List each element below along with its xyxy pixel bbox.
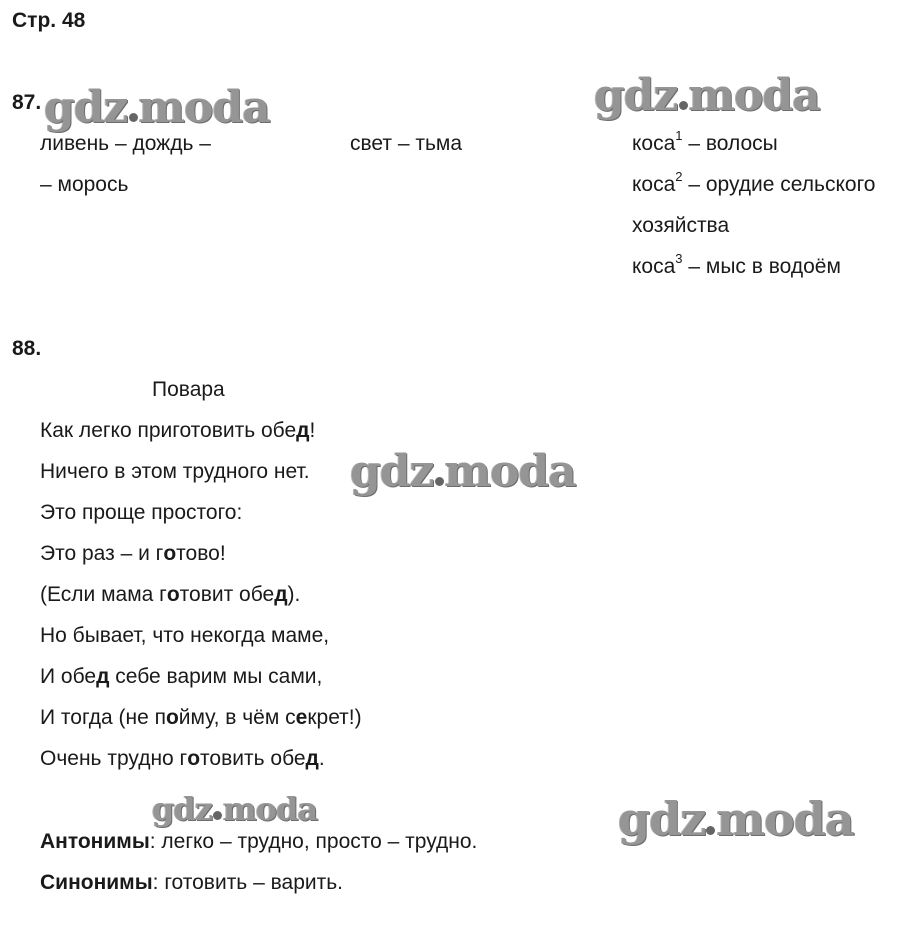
watermark-logo: gdz moda — [594, 70, 820, 121]
ex87-kosa2: коса$^2$ – орудие сельского — [632, 169, 876, 196]
page-label: Стр. 48 — [12, 9, 86, 32]
antonyms-line — [40, 830, 477, 854]
ex87-kosa3: коса$^3$ – мыс в водоём — [632, 251, 841, 278]
poem-title: Повара — [152, 378, 225, 401]
watermark-logo: gdz moda — [618, 792, 854, 846]
poem-line: Очень трудно готовить обед. — [40, 747, 325, 770]
poem-line: И тогда (не пойму, в чём секрет!) — [40, 706, 362, 729]
poem-line: Ничего в этом трудного нет. — [40, 460, 310, 483]
ex87-col1-line1: ливень – дождь – — [40, 132, 211, 155]
exercise-87-number: 87. — [12, 91, 42, 114]
ex87-col1-line2: – морось — [40, 173, 129, 196]
watermark-logo: gdz moda — [152, 790, 318, 828]
antonyms-label: Антонимы — [40, 830, 150, 853]
ex87-kosa2-cont: хозяйства — [632, 214, 730, 237]
synonyms-line — [40, 871, 343, 895]
poem-line: Как легко приготовить обед! — [40, 419, 316, 442]
watermark-logo: gdz moda — [350, 446, 576, 497]
poem-line: (Если мама готовит обед). — [40, 583, 301, 606]
poem-line: Это раз – и готово! — [40, 542, 226, 565]
exercise-88-number: 88. — [12, 337, 42, 360]
watermark-logo: gdz moda — [44, 82, 270, 133]
poem-line: Это проще простого: — [40, 501, 243, 524]
poem-line: Но бывает, что некогда маме, — [40, 624, 330, 647]
ex87-col2-line1: свет – тьма — [350, 132, 463, 155]
antonyms-text: : легко – трудно, просто – трудно. — [149, 830, 478, 853]
synonyms-label: Синонимы — [40, 871, 153, 894]
poem-line: И обед себе варим мы сами, — [40, 665, 323, 688]
synonyms-text: : готовить – варить. — [152, 871, 343, 894]
ex87-kosa1: коса$^1$ – волосы — [632, 128, 778, 155]
